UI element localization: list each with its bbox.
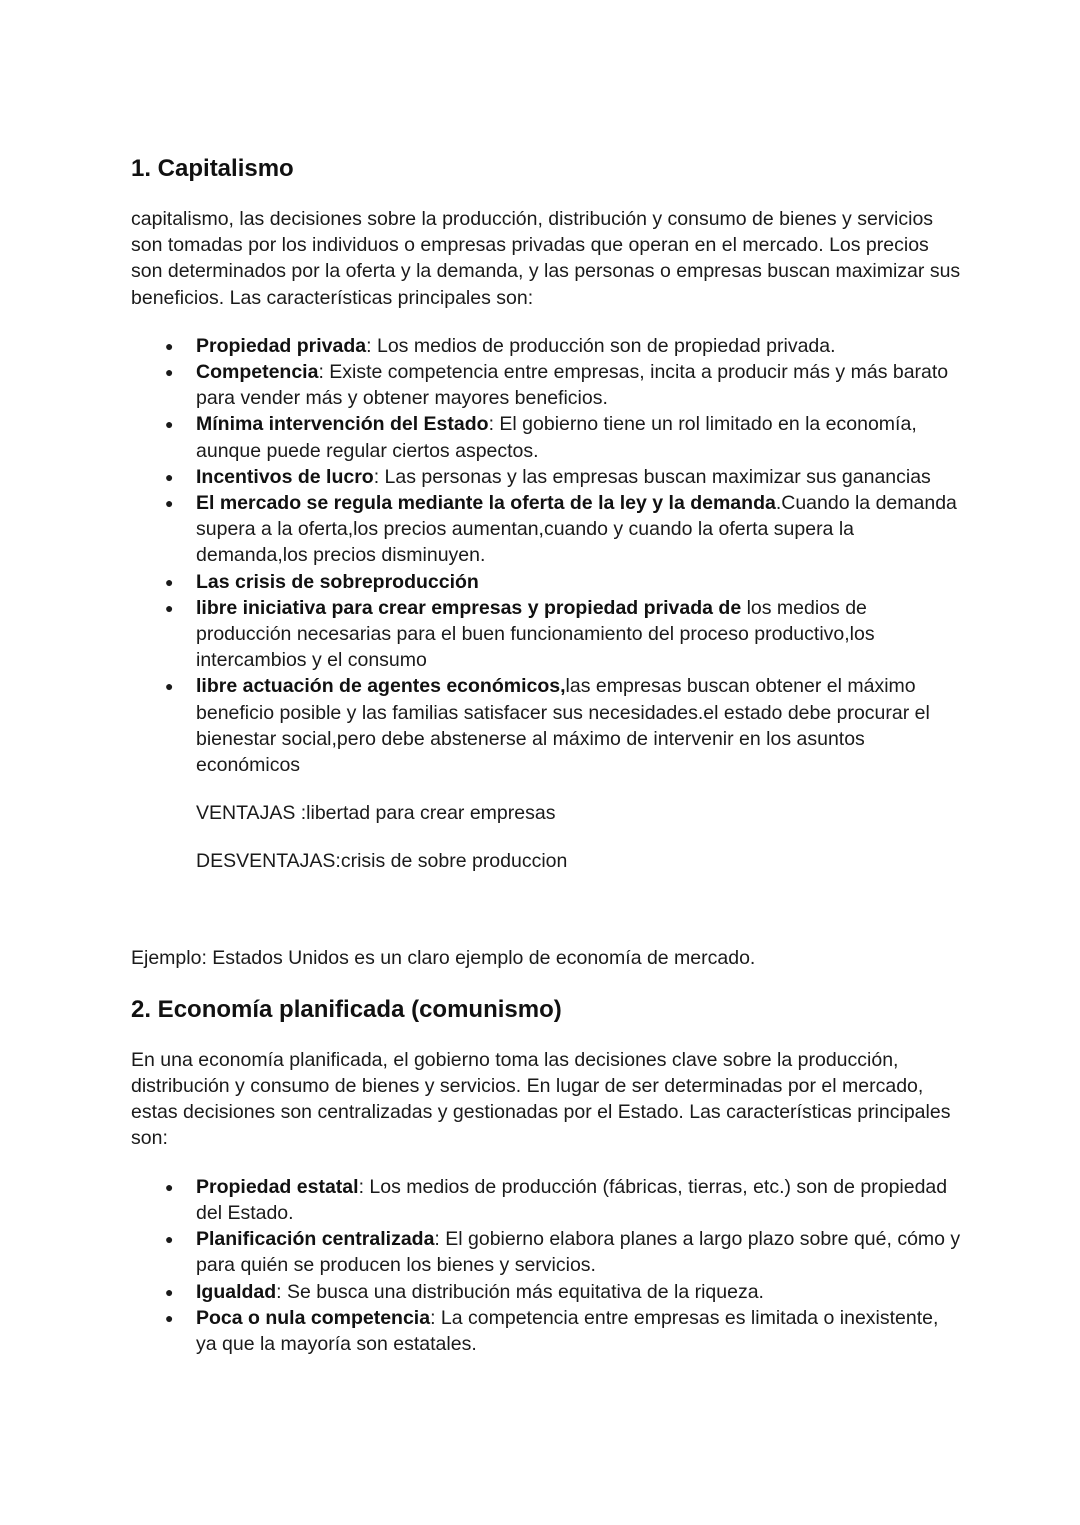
bullet-icon: ● [165, 678, 174, 695]
list-item-term: libre actuación de agentes económicos, [196, 675, 566, 698]
list-item-term: El mercado se regula mediante la oferta de la ley y la demanda [196, 492, 776, 515]
list-item-term: Las crisis de sobreproducción [196, 570, 479, 593]
desventajas-text: DESVENTAJAS:crisis de sobre produccion [196, 850, 568, 873]
list-item [131, 1305, 961, 1357]
bullet-icon: ● [165, 364, 174, 381]
list-item-term: Mínima intervención del Estado [196, 413, 489, 436]
list-item-term: libre iniciativa para crear empresas y propiedad privada de [196, 596, 742, 619]
list-item-description: las empresas buscan obtener el máximo beneficio posible y las familias satisfacer sus necesidades.el estado debe procurar el bienestar social,pero debe abstenerse al máximo de intervenir en los asuntos económicos [196, 675, 930, 777]
example-text: Ejemplo: Estados Unidos es un claro ejemplo de economía de mercado. [131, 946, 756, 969]
section-heading-economia-planificada: 2. Economía planificada (comunismo) [131, 995, 562, 1023]
section-intro-economia-planificada: En una economía planificada, el gobierno toma las decisiones clave sobre la producción, distribución y consumo de bienes y servicios. En lugar de ser determinadas por el mercado, estas decisiones son centralizadas y gestionadas por el Estado. Las características principales son: [131, 1048, 951, 1150]
list-item-description: : Los medios de producción son de propiedad privada. [366, 334, 836, 357]
bullet-icon: ● [165, 1178, 174, 1195]
bullet-icon: ● [165, 1283, 174, 1300]
bullet-icon: ● [165, 1309, 174, 1326]
list-item-description: : Los medios de producción (fábricas, tierras, etc.) son de propiedad del Estado. [196, 1175, 948, 1224]
bullet-icon: ● [165, 1231, 174, 1248]
bullet-icon: ● [165, 495, 174, 512]
list-item-description: : El gobierno tiene un rol limitado en la economía, aunque puede regular ciertos aspectos. [196, 413, 917, 462]
list-item-term: Incentivos de lucro [196, 465, 374, 488]
list-item [131, 411, 961, 463]
characteristics-list-economia-planificada [131, 1174, 961, 1357]
list-item [131, 673, 961, 778]
list-item [131, 595, 961, 674]
list-item-description: los medios de producción necesarias para el buen funcionamiento del proceso productivo,los intercambios y el consumo [196, 596, 875, 672]
list-item-description: : El gobierno elabora planes a largo plazo sobre qué, cómo y para quién se producen los bienes y servicios. [196, 1228, 961, 1277]
list-item-term: Propiedad estatal [196, 1175, 359, 1198]
list-item [131, 359, 961, 411]
list-item [131, 464, 961, 490]
list-item-term: Propiedad privada [196, 334, 367, 357]
list-item-description: : Las personas y las empresas buscan maximizar sus ganancias [373, 465, 931, 488]
section-intro-capitalismo: capitalismo, las decisiones sobre la producción, distribución y consumo de bienes y servicios son tomadas por los individuos o empresas privadas que operan en el mercado. Los precios son determinados por la oferta y la demanda, y las personas o empresas buscan maximizar sus beneficios. Las características principales son: [131, 208, 961, 309]
list-item-description: .Cuando la demanda supera a la oferta,los precios aumentan,cuando y cuando la oferta supera la demanda,los precios disminuyen. [196, 492, 957, 567]
list-item [131, 1279, 961, 1305]
bullet-icon: ● [165, 573, 174, 590]
list-item [131, 490, 961, 569]
bullet-icon: ● [165, 337, 174, 354]
bullet-icon: ● [165, 416, 174, 433]
list-item-description: : La competencia entre empresas es limitada o inexistente, ya que la mayoría son estatales. [196, 1306, 939, 1355]
section-heading-capitalismo: 1. Capitalismo [131, 155, 294, 182]
list-item-description: : Se busca una distribución más equitativa de la riqueza. [276, 1280, 764, 1303]
document-page [131, 152, 961, 1357]
list-item-term: Igualdad [196, 1280, 277, 1303]
list-item [131, 333, 961, 359]
list-item [131, 1174, 961, 1226]
list-item-term: Competencia [196, 361, 319, 384]
ventajas-text: VENTAJAS :libertad para crear empresas [196, 802, 556, 825]
characteristics-list-capitalismo [131, 333, 961, 778]
list-item-description: : Existe competencia entre empresas, incita a producir más y más barato para vender más y obtener mayores beneficios. [196, 361, 949, 410]
list-item [131, 1226, 961, 1278]
bullet-icon: ● [165, 468, 174, 485]
list-item-term: Poca o nula competencia [196, 1306, 431, 1329]
bullet-icon: ● [165, 599, 174, 616]
list-item-term: Planificación centralizada [196, 1228, 435, 1251]
list-item [131, 569, 961, 595]
